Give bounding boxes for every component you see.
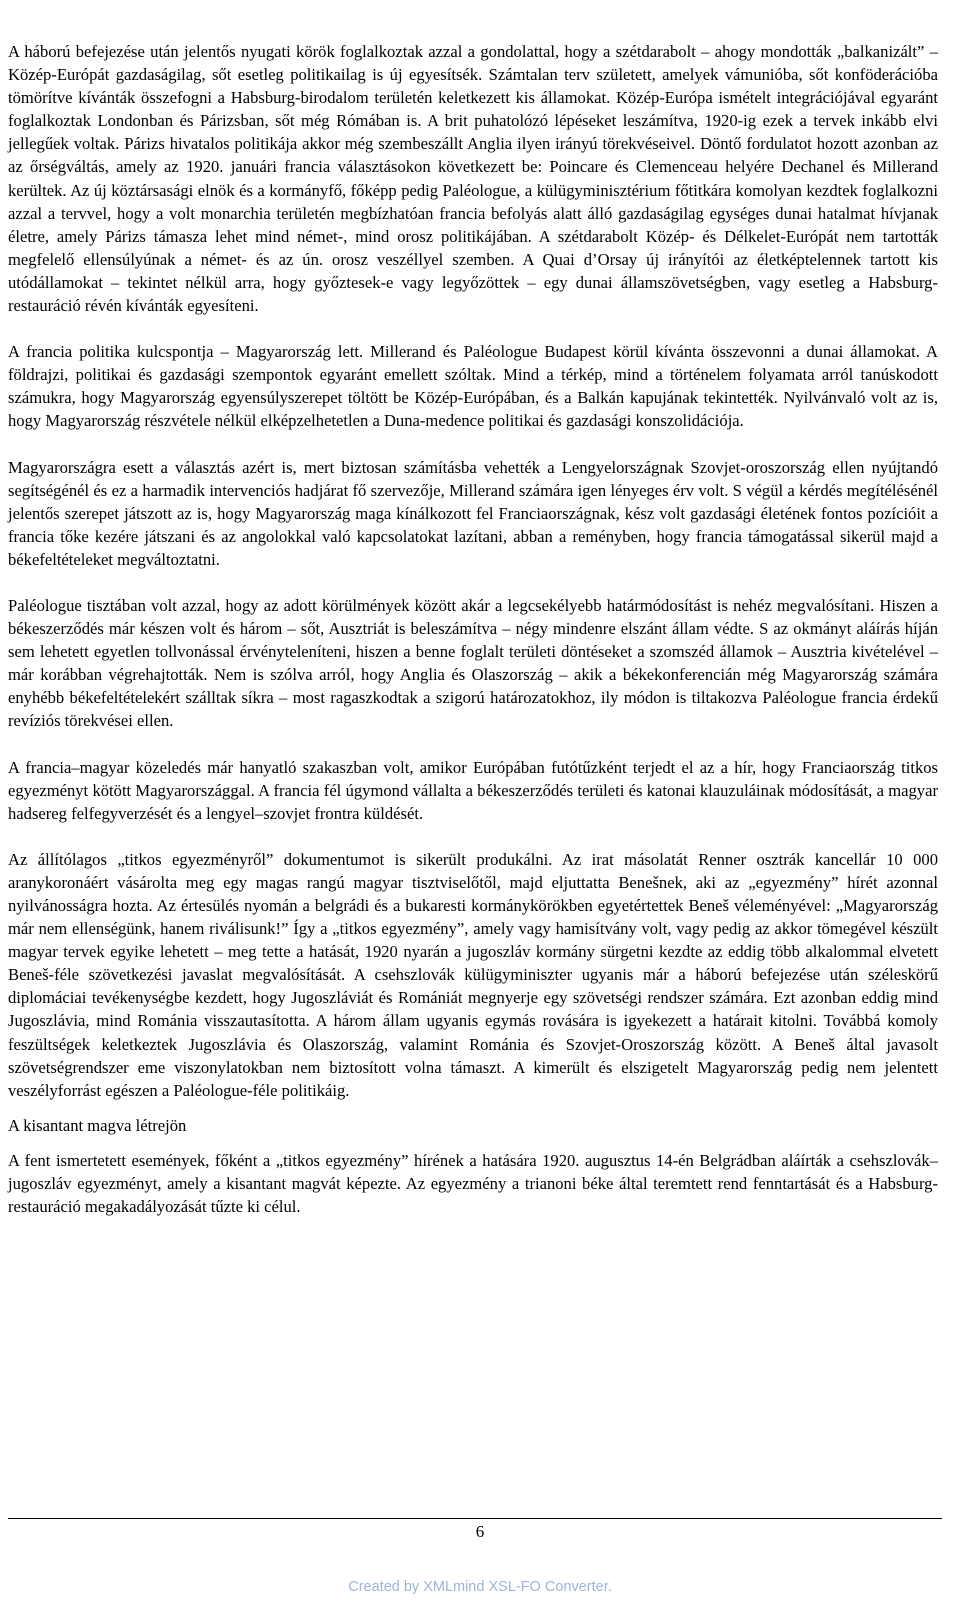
page-number: 6 <box>475 1522 485 1541</box>
paragraph-postwar-integration: A háború befejezése után jelentős nyugati körök foglalkoztak azzal a gondolattal, hogy a szétdarabolt – ahogy mondották „balkanizált” – Közép-Európát gazdaságilag, sőt esetleg politikailag is új egyesítsék. Számtalan terv született, amelyek vámunióba, sőt konföderációba tömörítve kívánták összefogni a Habsburg-birodalom területén keletkezett kis államokat. Közép-Európa ismételt integrációjával egyaránt foglalkoztak Londonban és Párizsban, sőt még Rómában is. A brit puhatolózó lépéseket leszámítva, 1920-ig ezek a tervek inkább elvi jellegűek voltak. Párizs hivatalos politikája akkor még szembeszállt Anglia ilyen irányú törekvéseivel. Döntő fordulatot hozott azonban az az őrségváltás, amely az 1920. januári francia választásokon következett be: Poincare és Clemenceau helyére Dechanel és Millerand kerültek. Az új köztársasági elnök és a kormányfő, főképp pedig Paléologue, a külügyminisztérium főtitkára komolyan kezdtek foglalkozni azzal a tervvel, hogy a volt monarchia területén megbízhatóan francia befolyás alatt álló gazdaságilag egységes dunai hatalmat hívjanak életre, amely Párizs támasza lehet mind német-, mind orosz politikájában. A szétdarabolt Közép- és Délkelet-Európát nem tartották megfelelő ellensúlyúnak a német- és az ún. orosz veszéllyel szemben. A Quai d’Orsay új irányítói az életképtelennek tartott kis utódállamokat – tekintet nélkül arra, hogy győztesek-e vagy legyőzöttek – egy dunai államszövetségben, vagy esetleg a Habsburg-restauráció révén kívánták egyesíteni. <box>8 42 938 316</box>
paragraph-french-policy-hungary: A francia politika kulcspontja – Magyarország lett. Millerand és Paléologue Budapest körül kívánta összevonni a dunai államokat. A földrajzi, politikai és gazdasági szempontok egyaránt emellett szóltak. Mind a térkép, mind a történelem folyamata arról tanúskodott számukra, hogy Magyarország egyensúlyszerepet töltött be Közép-Európában, és a Balkán kapujának tekintették. Nyilvánvaló volt az is, hogy Magyarország részvétele nélkül elképzelhetetlen a Duna-medence politikai és gazdasági konszolidációja. <box>8 342 938 431</box>
converter-watermark: Created by XMLmind XSL-FO Converter. <box>348 1579 612 1595</box>
section-heading: A kisantant magva létrejön <box>8 1115 187 1135</box>
paragraph-secret-agreement-document: Az állítólagos „titkos egyezményről” dokumentumot is sikerült produkálni. Az irat másolatát Renner osztrák kancellár 10 000 aranykoronáért vásárolta meg egy magas rangú magyar tisztviselőtől, majd eljuttatta Benešnek, aki az „egyezmény” hírét azonnal nyilvánosságra hozta. Az értesülés nyomán a belgrádi és a bukaresti kormánykörökben egyetértettek Beneš véleményével: „Magyarország már nem ellenségünk, hanem riválisunk!” Így a „titkos egyezmény”, amely vagy hamisítvány volt, vagy pedig az akkor tömegével készült magyar tervek egyike lehetett – meg tette a hatását, 1920 nyarán a jugoszláv kormány sürgetni kezdte az eddig több alkalommal elvetett Beneš-féle szövetkezési javaslat megvalósítását. A csehszlovák külügyminiszter ugyanis már a háború befejezése után széleskörű diplomáciai tevékenységbe kezdett, hogy Jugoszláviát és Romániát megnyerje egy szövetségi rendszer számára. Ezt azonban eddig mind Jugoszlávia, mind Románia visszautasította. A három állam ugyanis egymás rovására is igyekezett a határait kitolni. Továbbá komoly feszültségek keletkeztek Jugoszlávia és Olaszország, valamint Románia és Szovjet-Oroszország között. A Beneš által javasolt szövetségrendszer eme viszonylatokban nem biztosított volna támaszt. A kimerült és elszigetelt Magyarország pedig nem jelentett veszélyforrást egészen a Paléologue-féle politikáig. <box>8 849 938 1100</box>
paragraph-little-entente-founded: A fent ismertetett események, főként a „titkos egyezmény” hírének a hatására 1920. augusztus 14-én Belgrádban aláírták a csehszlovák–jugoszláv egyezményt, amely a kisantant magvát képezte. Az egyezmény a trianoni béke által teremtett rend fenntartását és a Habsburg-restauráció megakadályozását tűzte ki célul. <box>8 1150 938 1217</box>
paragraph-choice-of-hungary: Magyarországra esett a választás azért is, mert biztosan számításba vehették a Lengyelországnak Szovjet-oroszország ellen nyújtandó segítségénél és ez a harmadik intervenciós hadjárat fő szervezője, Millerand számára igen lényeges érv volt. S végül a kérdés megítélésénél jelentős szerepet játszott az is, hogy Magyarország maga kínálkozott fel Franciaországnak, kész volt gazdasági életének fontos pozícióit a francia tőke kezére játszani és az angolokkal való kapcsolatokat lazítani, abban a reményben, hogy francia támogatással sikerül majd a békefeltételeket megváltoztatni. <box>8 457 938 569</box>
paragraph-paleologue-border-revision: Paléologue tisztában volt azzal, hogy az adott körülmények között akár a legcsekélyebb határmódosítást is nehéz megvalósítani. Hiszen a békeszerződés már készen volt és három – sőt, Ausztriát is beleszámítva – négy mindenre elszánt állam védte. S az okmányt aláírás híján sem lehetett egyetlen tollvonással érvényteleníteni, hiszen a benne foglalt területi döntéseket a szomszéd államok – Ausztria kivételével – már korábban végrehajtották. Nem is szólva arról, hogy Anglia és Olaszország – akik a békekonferencián még Magyarország számára enyhébb békefeltételekért szálltak síkra – most ragaszkodtak a szigorú határozatokhoz, ily módon is tiltakozva Paléologue francia érdekű revíziós törekvései ellen. <box>8 595 938 731</box>
paragraph-secret-agreement-rumor: A francia–magyar közeledés már hanyatló szakaszban volt, amikor Európában futótűzként terjedt el az a hír, hogy Franciaország titkos egyezményt kötött Magyarországgal. A francia fél úgymond vállalta a békeszerződés területi és katonai klauzuláinak módosítását, a magyar hadsereg felfegyverzését és a lengyel–szovjet frontra küldését. <box>8 757 938 823</box>
footer-divider <box>8 1518 942 1519</box>
